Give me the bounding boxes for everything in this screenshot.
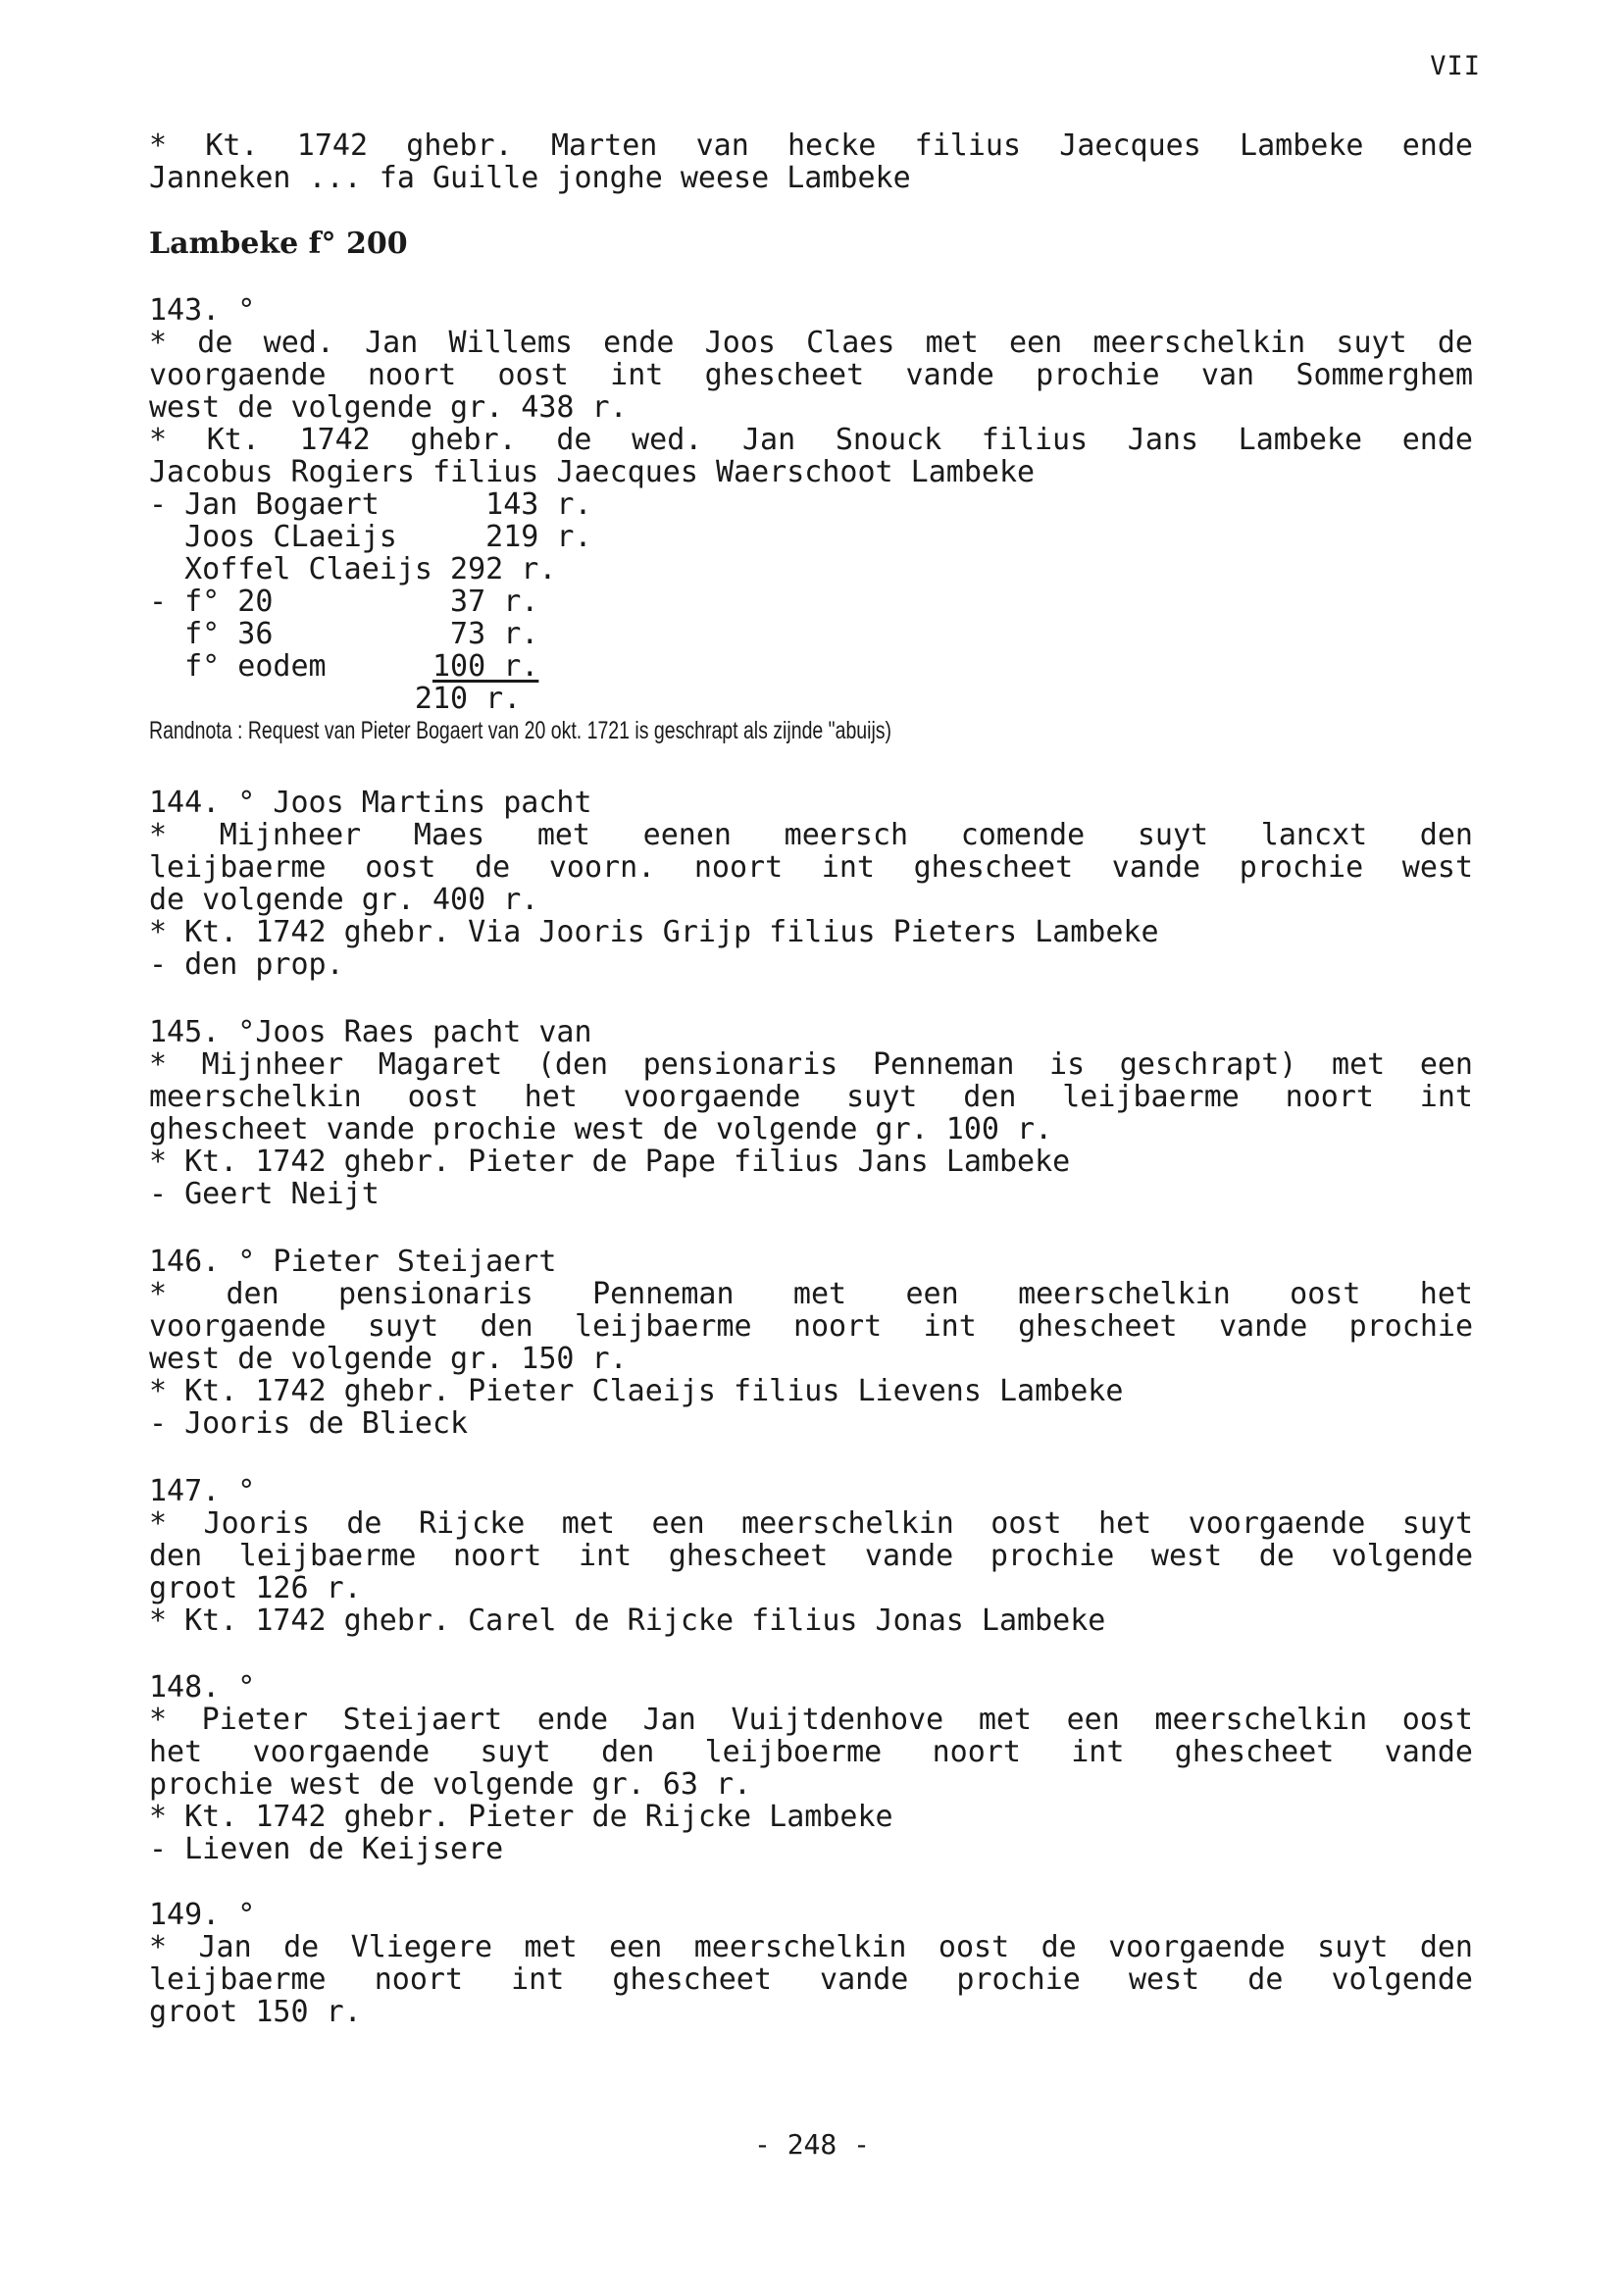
text-line: - Jooris de Blieck: [149, 1406, 469, 1441]
text-line: west de volgende gr. 150 r.: [149, 1342, 628, 1376]
text-line: * Jan de Vliegere met een meerschelkin oost de voorgaende suyt den: [149, 1930, 1473, 1964]
entry-143: [149, 294, 1473, 747]
entry-heading: 143. °: [149, 293, 256, 328]
entry-149: [149, 1899, 1473, 2028]
text-line: Jacobus Rogiers filius Jaecques Waerschoot Lambeke: [149, 455, 1036, 489]
entry-heading: 147. °: [149, 1474, 256, 1508]
tally-line: Xoffel Claeijs 292 r.: [149, 552, 557, 586]
intro-entry: [149, 129, 1473, 194]
text-line: meerschelkin oost het voorgaende suyt den leijbaerme noort int: [149, 1080, 1473, 1114]
text-line: de volgende gr. 400 r.: [149, 883, 539, 917]
page-roman-numeral: VII: [1430, 51, 1481, 81]
text-line: * Kt. 1742 ghebr. Marten van hecke filius Jaecques Lambeke ende: [149, 128, 1473, 163]
entry-heading: 148. °: [149, 1670, 256, 1705]
text-line: groot 126 r.: [149, 1571, 362, 1605]
entry-heading: 146. ° Pieter Steijaert: [149, 1245, 557, 1279]
text-line: * Mijnheer Magaret (den pensionaris Penneman is geschrapt) met een: [149, 1047, 1473, 1082]
text-line: groot 150 r.: [149, 1995, 362, 2029]
text-line: * Kt. 1742 ghebr. Via Jooris Grijp filius Pieters Lambeke: [149, 915, 1159, 949]
entry-148: [149, 1671, 1473, 1865]
text-line: Janneken ... fa Guille jonghe weese Lambeke: [149, 161, 911, 195]
text-line: - Geert Neijt: [149, 1177, 380, 1211]
tally-total: 210 r.: [149, 682, 522, 716]
entry-146: [149, 1246, 1473, 1440]
text-line: * Kt. 1742 ghebr. Pieter de Pape filius Jans Lambeke: [149, 1145, 1071, 1179]
tally-line: f° 36 73 r.: [149, 617, 539, 651]
tally-underlined-value: 100 r.: [431, 649, 539, 684]
tally-label: f° eodem: [149, 649, 432, 684]
text-line: prochie west de volgende gr. 63 r.: [149, 1767, 752, 1802]
tally-line: - Jan Bogaert 143 r.: [149, 487, 592, 522]
tally-line: [149, 650, 1473, 683]
text-line: leijbaerme noort int ghescheet vande prochie west de volgende: [149, 1962, 1473, 1997]
tally-line: - f° 20 37 r.: [149, 585, 539, 619]
text-line: * Jooris de Rijcke met een meerschelkin oost het voorgaende suyt: [149, 1506, 1473, 1541]
entry-145: [149, 1016, 1473, 1210]
tally-line: Joos CLaeijs 219 r.: [149, 520, 592, 554]
text-line: * Pieter Steijaert ende Jan Vuijtdenhove met een meerschelkin oost: [149, 1703, 1473, 1737]
text-line: * den pensionaris Penneman met een meerschelkin oost het: [149, 1277, 1473, 1311]
text-line: * Kt. 1742 ghebr. de wed. Jan Snouck filius Jans Lambeke ende: [149, 423, 1473, 457]
entry-heading: 145. °Joos Raes pacht van: [149, 1015, 592, 1049]
text-line: * Mijnheer Maes met eenen meersch comende suyt lancxt den: [149, 818, 1473, 852]
text-line: leijbaerme oost de voorn. noort int ghescheet vande prochie west: [149, 850, 1473, 885]
text-line: voorgaende noort oost int ghescheet vande prochie van Sommerghem: [149, 358, 1473, 392]
text-line: * Kt. 1742 ghebr. Pieter de Rijcke Lambeke: [149, 1800, 893, 1834]
entry-147: [149, 1475, 1473, 1637]
text-line: west de volgende gr. 438 r.: [149, 390, 628, 425]
text-line: den leijbaerme noort int ghescheet vande prochie west de volgende: [149, 1539, 1473, 1573]
text-line: * de wed. Jan Willems ende Joos Claes met een meerschelkin suyt de: [149, 326, 1473, 360]
section-title: Lambeke f° 200: [149, 227, 408, 261]
text-line: voorgaende suyt den leijbaerme noort int ghescheet vande prochie: [149, 1309, 1473, 1344]
entry-heading: 144. ° Joos Martins pacht: [149, 786, 592, 820]
text-line: ghescheet vande prochie west de volgende gr. 100 r.: [149, 1112, 1053, 1146]
text-line: - Lieven de Keijsere: [149, 1832, 504, 1866]
text-line: * Kt. 1742 ghebr. Carel de Rijcke filius Jonas Lambeke: [149, 1604, 1106, 1638]
entry-144: [149, 787, 1473, 981]
text-line: het voorgaende suyt den leijboerme noort int ghescheet vande: [149, 1735, 1473, 1769]
page-number: - 248 -: [753, 2128, 870, 2161]
margin-note: Randnota : Request van Pieter Bogaert van 20 okt. 1721 is geschrapt als zijnde "abuijs): [149, 717, 892, 744]
entry-heading: 149. °: [149, 1898, 256, 1932]
text-line: * Kt. 1742 ghebr. Pieter Claeijs filius Lievens Lambeke: [149, 1374, 1124, 1408]
text-line: - den prop.: [149, 947, 344, 982]
